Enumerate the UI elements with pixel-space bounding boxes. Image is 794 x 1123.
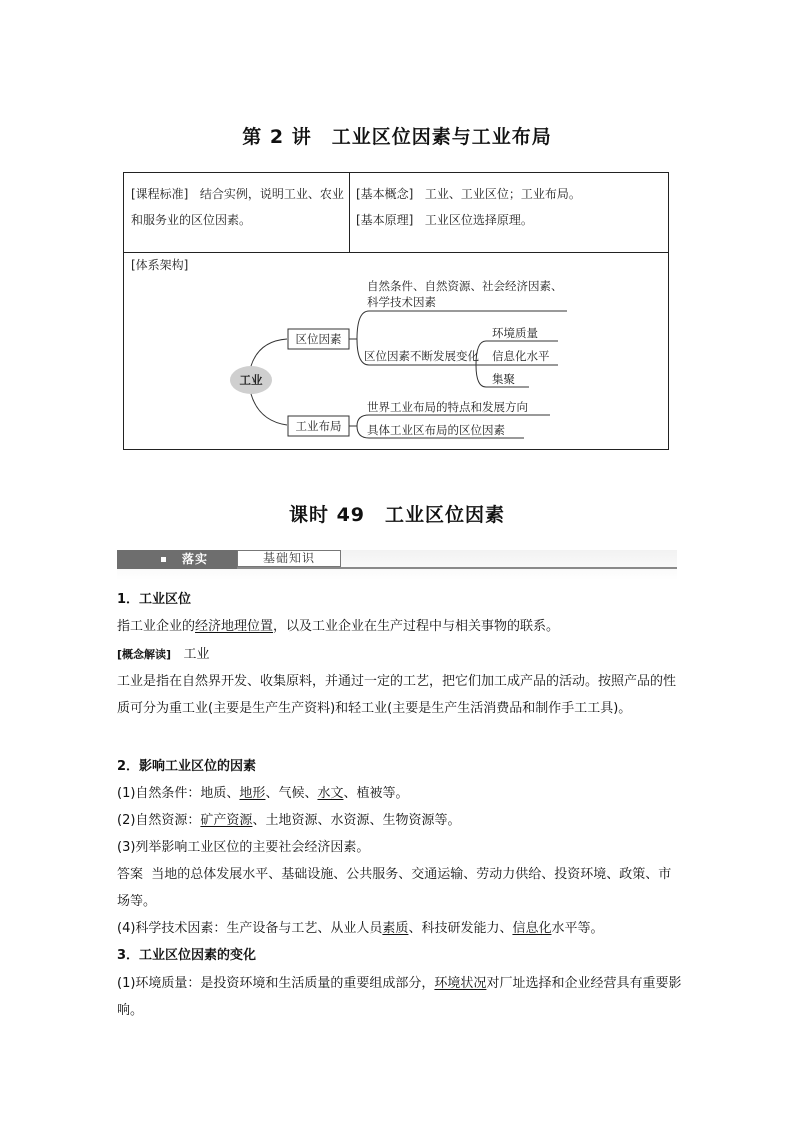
framework-cell [124, 253, 668, 449]
basic-principle-text: 工业区位选择原理。 [424, 213, 533, 227]
mindmap-connector-branch2 [251, 394, 287, 425]
page-title: 第 2 讲 工业区位因素与工业布局 [242, 126, 552, 148]
answer-tag: 答案 [117, 867, 144, 882]
underlined-term: 素质 [382, 921, 409, 936]
concept-explanation-row [117, 645, 683, 665]
mindmap-connector-branch1 [251, 339, 287, 366]
mindmap-b2-item1: 世界工业布局的特点和发展方向 [367, 400, 528, 414]
mindmap-diagram [124, 253, 668, 449]
banner-tag-dark [117, 550, 237, 569]
mindmap-sub2: 信息化水平 [492, 349, 550, 363]
mindmap-b1-item1-line2: 科学技术因素 [367, 295, 436, 309]
square-bullet-icon [161, 557, 166, 562]
mindmap-branch2-label: 工业布局 [295, 419, 342, 433]
mindmap-root-label: 工业 [239, 373, 263, 387]
underlined-term: 矿产资源 [200, 813, 253, 828]
mindmap-b1-item1-line1: 自然条件、自然资源、社会经济因素、 [367, 279, 563, 293]
basic-concept-text: 工业、工业区位；工业布局。 [424, 187, 581, 201]
mindmap-b1-item2: 区位因素不断发展变化 [364, 349, 479, 363]
answer-paragraph [117, 861, 683, 915]
mindmap-sub3: 集聚 [492, 372, 515, 386]
environment-quality-paragraph: (1)环境质量：是投资环境和生活质量的重要组成部分，环境状况对厂址选择和企业经营具有重要影响。 [117, 976, 682, 1018]
answer-text: 当地的总体发展水平、基础设施、公共服务、交通运输、劳动力供给、投资环境、政策、市场等。 [117, 867, 672, 909]
basic-principle-label: [基本原理] [356, 213, 414, 227]
overview-table [123, 172, 669, 450]
factor-science-technology: (4)科学技术因素：生产设备与工艺、从业人员素质、科技研发能力、信息化水平等。 [117, 921, 604, 936]
basic-concept-label: [基本概念] [356, 187, 414, 201]
underlined-term: 经济地理位置 [195, 619, 274, 634]
mindmap-branch1-label: 区位因素 [295, 332, 342, 346]
mindmap-sub1: 环境质量 [492, 326, 538, 340]
section1-heading: 1．工业区位 [117, 592, 192, 607]
section3-heading: 3．工业区位因素的变化 [117, 948, 257, 963]
underlined-term: 环境状况 [434, 976, 487, 991]
factor-socioeconomic-question: (3)列举影响工业区位的主要社会经济因素。 [117, 840, 370, 855]
underlined-term: 信息化 [512, 921, 552, 936]
course-standard-label: [课程标准] [131, 187, 189, 201]
factor-natural-conditions: (1)自然条件：地质、地形、气候、水文、植被等。 [117, 786, 409, 801]
course-standard-cell [124, 173, 350, 253]
factor-natural-resources: (2)自然资源：矿产资源、土地资源、水资源、生物资源等。 [117, 813, 461, 828]
underlined-term: 地形 [239, 786, 266, 801]
section2-heading: 2．影响工业区位的因素 [117, 759, 257, 774]
concept-tag: [概念解读] [117, 648, 172, 661]
lesson-title: 课时 49 工业区位因素 [288, 504, 506, 526]
concept-word: 工业 [183, 647, 210, 662]
concept-paragraph: 工业是指在自然界开发、收集原料，并通过一定的工艺，把它们加工成产品的活动。按照产品的性质可分为重工业(主要是生产生产资料)和轻工业(主要是生产生活消费品和制作手工工具)。 [117, 674, 677, 716]
course-standard-text: 结合实例，说明工业、农业和服务业的区位因素。 [131, 187, 344, 227]
mindmap-b2-item2: 具体工业区布局的区位因素 [367, 423, 505, 437]
framework-label: [体系架构] [131, 258, 189, 272]
banner-dark-label: 落实 [182, 552, 209, 566]
underlined-term: 水文 [317, 786, 344, 801]
section-banner [117, 550, 677, 580]
basic-concepts-cell [350, 173, 668, 253]
banner-tag-light: 基础知识 [237, 550, 341, 567]
section1-definition: 指工业企业的经济地理位置，以及工业企业在生产过程中与相关事物的联系。 [117, 619, 560, 634]
